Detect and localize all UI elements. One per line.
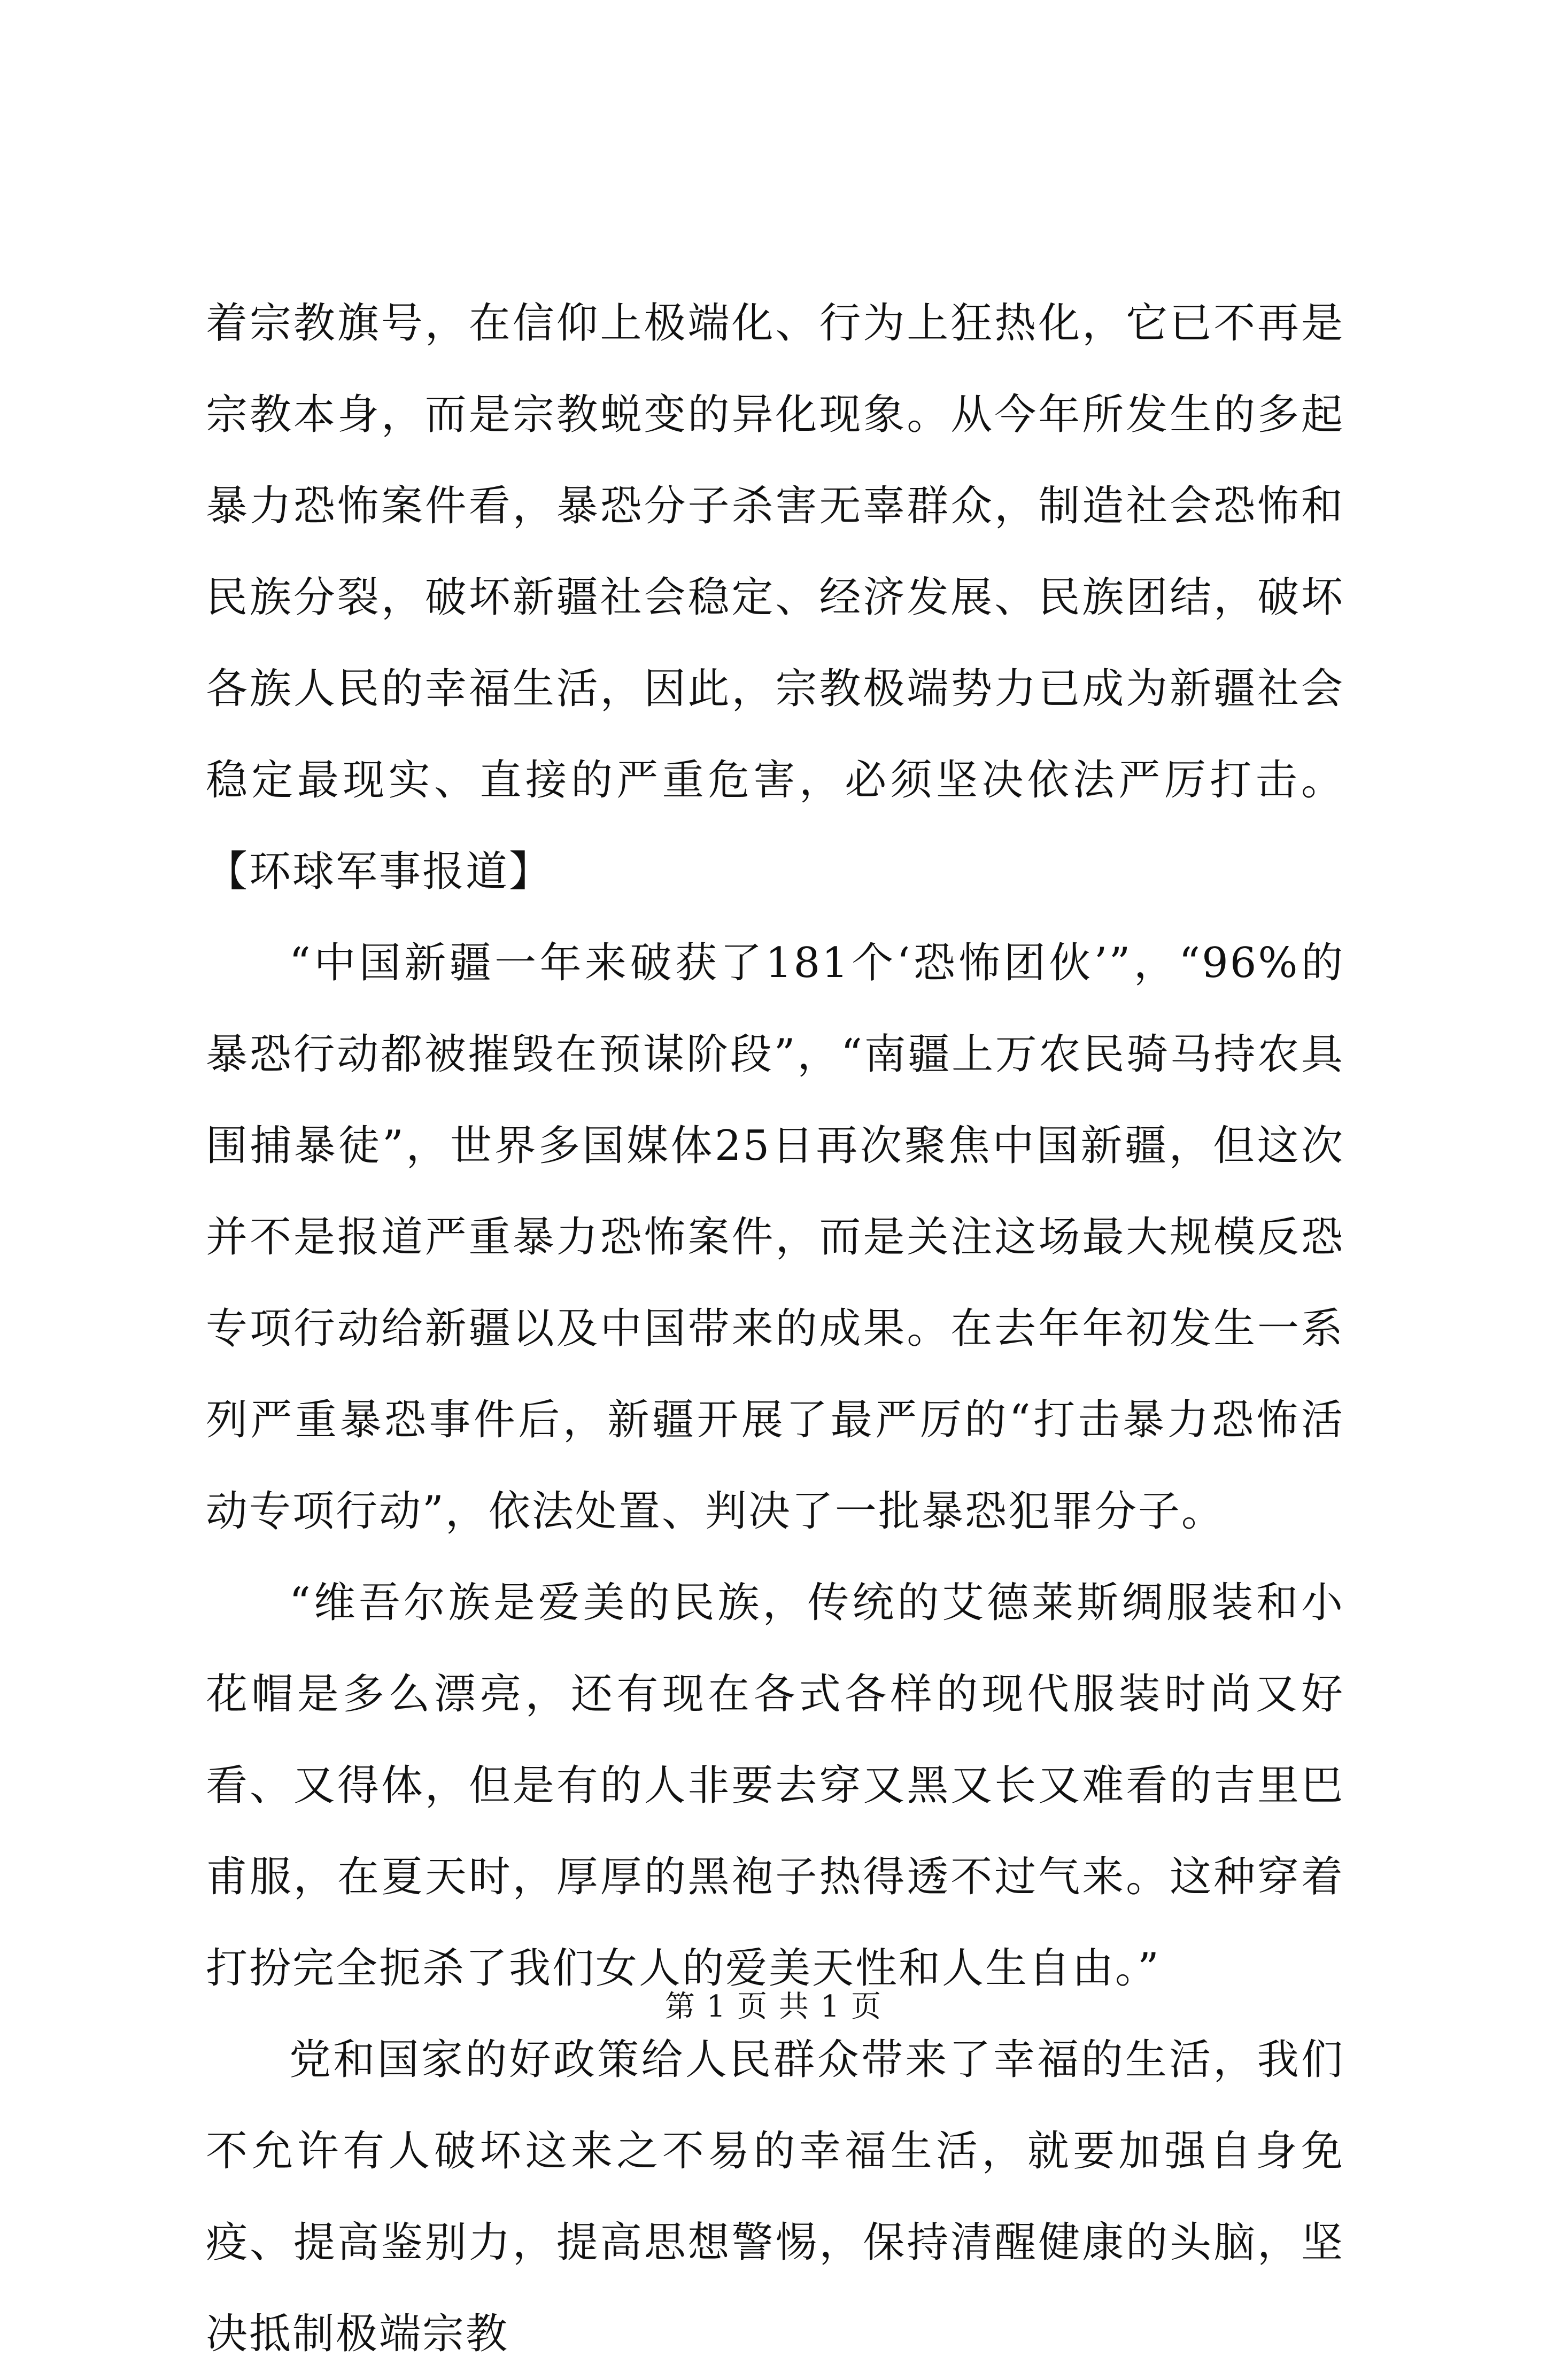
paragraph-1: 着宗教旗号，在信仰上极端化、行为上狂热化，它已不再是宗教本身，而是宗教蜕变的异化现象。从今年所发生的多起暴力恐怖案件看，暴恐分子杀害无辜群众，制造社会恐怖和民族分裂，破坏新疆社会稳定、经济发展、民族团结，破坏各族人民的幸福生活，因此，宗教极端势力已成为新疆社会稳定最现实、直接的严重危害，必须坚决依法严厉打击。【环球军事报道】 [206,299,1344,896]
page-footer: 第 1 页 共 1 页 [664,1989,883,2024]
document-body [206,278,1344,2380]
paragraph-4: 党和国家的好政策给人民群众带来了幸福的生活，我们不允许有人破坏这来之不易的幸福生活，就要加强自身免疫、提高鉴别力，提高思想警惕，保持清醒健康的头脑，坚决抵制极端宗教 [206,2036,1344,2358]
paragraph-3: “维吾尔族是爱美的民族，传统的艾德莱斯绸服装和小花帽是多么漂亮，还有现在各式各样的现代服装时尚又好看、又得体，但是有的人非要去穿又黑又长又难看的吉里巴甫服，在夏天时，厚厚的黑袍子热得透不过气来。这种穿着打扮完全扼杀了我们女人的爱美天性和人生自由。” [206,1579,1344,1993]
paragraph-2: “中国新疆一年来破获了181个‘恐怖团伙’”，“96%的暴恐行动都被摧毁在预谋阶段”，“南疆上万农民骑马持农具围捕暴徒”，世界多国媒体25日再次聚焦中国新疆，但这次并不是报道严重暴力恐怖案件，而是关注这场最大规模反恐专项行动给新疆以及中国带来的成果。在去年年初发生一系列严重暴恐事件后，新疆开展了最严厉的“打击暴力恐怖活动专项行动”，依法处置、判决了一批暴恐犯罪分子。 [206,939,1344,1536]
